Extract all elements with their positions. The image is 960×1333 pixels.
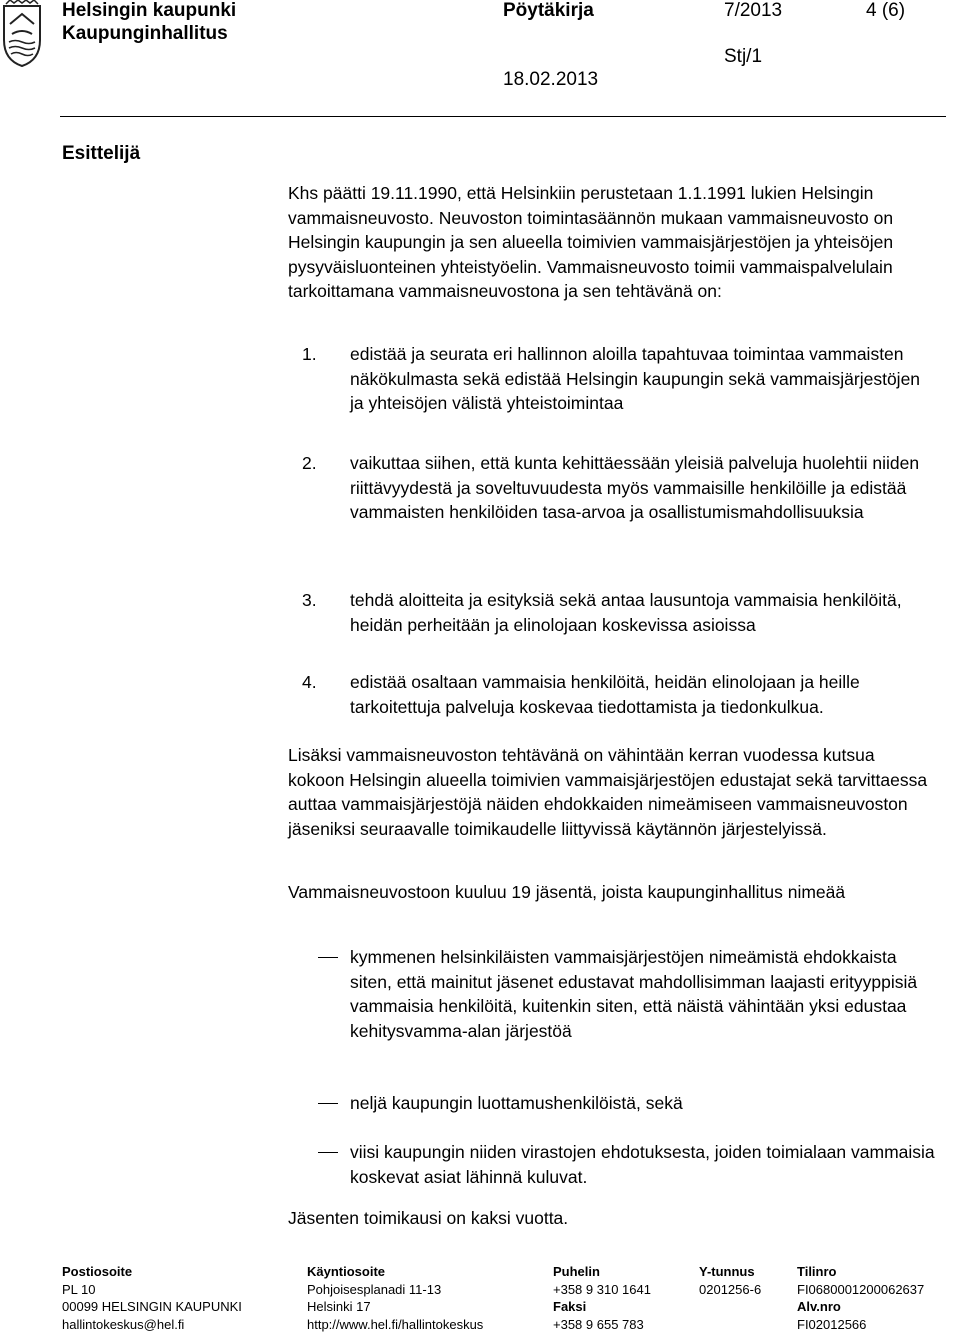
footer-ytunnus	[699, 1263, 761, 1298]
header-divider	[60, 116, 946, 117]
intro-paragraph: Khs päätti 19.11.1990, että Helsinkiin perustetaan 1.1.1991 lukien Helsingin vammaisneuvosto. Neuvoston toimintasäännön mukaan vammaisneuvosto on Helsingin kaupungin ja sen alueella toimivien vammaisjärjestöjen ja yhteisöjen pysyväisluonteinen yhteistyöelin. Vammaisneuvosto toimii vammaispalvelulain tarkoittamana vammaisneuvostona ja sen tehtävänä on:	[288, 181, 928, 304]
member-text: neljä kaupungin luottamushenkilöistä, sekä	[350, 1091, 938, 1116]
document-type: Pöytäkirja	[503, 0, 594, 22]
fax-label: Faksi	[553, 1298, 651, 1316]
task-text: edistää ja seurata eri hallinnon aloilla tapahtuvaa toimintaa vammaisten näkökulmasta sekä edistää Helsingin kaupungin sekä vammaisjärjestöjen ja yhteisöjen välistä yhteistoimintaa	[350, 342, 938, 416]
section-title: Esittelijä	[62, 142, 140, 166]
dash-bullet	[318, 1152, 338, 1153]
organization-name: Helsingin kaupunki	[62, 0, 236, 22]
member-text: kymmenen helsinkiläisten vammaisjärjestöjen nimeämistä ehdokkaista siten, että mainitut jäsenet edustavat mahdollisimman laajasti erityyppisiä vammaisia henkilöitä, kuitenkin siten, että näistä vähintään yksi edustaa kehitysvamma-alan järjestöä	[350, 945, 938, 1043]
dash-bullet	[318, 1103, 338, 1104]
members-paragraph: Vammaisneuvostoon kuuluu 19 jäsentä, joista kaupunginhallitus nimeää	[288, 880, 928, 905]
footer-visit	[307, 1263, 483, 1333]
visit-line: Pohjoisesplanadi 11-13	[307, 1281, 483, 1299]
additional-duties-paragraph: Lisäksi vammaisneuvoston tehtävänä on vähintään kerran vuodessa kutsua kokoon Helsingin alueella toimivien vammaisjärjestöjen edustajat sekä tarvittaessa auttaa vammaisjärjestöjä näiden ehdokkaiden nimeämiseen vammaisneuvoston jäseniksi seuraavalle toimikaudelle liittyvissä käytännön järjestelyissä.	[288, 743, 928, 841]
ytunnus-label: Y-tunnus	[699, 1263, 761, 1281]
footer-accounts	[797, 1263, 924, 1333]
website-link[interactable]: http://www.hel.fi/hallintokeskus	[307, 1316, 483, 1333]
task-text: vaikuttaa siihen, että kunta kehittäessään yleisiä palveluja huolehtii niiden riittävyydestä ja soveltuvuudesta myös vammaisille henkilöille ja edistää vammaisten henkilöiden tasa-arvoa ja osallistumismahdollisuuksia	[350, 451, 938, 525]
page-number: 4 (6)	[866, 0, 905, 22]
alvnro-value: FI02012566	[797, 1316, 924, 1333]
footer-phone	[553, 1263, 651, 1333]
postal-line: PL 10	[62, 1281, 242, 1299]
task-number: 4.	[302, 670, 317, 695]
phone-value: +358 9 310 1641	[553, 1281, 651, 1299]
task-number: 3.	[302, 588, 317, 613]
postal-line: 00099 HELSINGIN KAUPUNKI	[62, 1298, 242, 1316]
ytunnus-value: 0201256-6	[699, 1281, 761, 1299]
member-text: viisi kaupungin niiden virastojen ehdotuksesta, joiden toimialaan vammaisia koskevat asiat lähinnä kuluvat.	[350, 1140, 938, 1189]
term-sentence: Jäsenten toimikausi on kaksi vuotta.	[288, 1206, 928, 1231]
task-text: tehdä aloitteita ja esityksiä sekä antaa lausuntoja vammaisia henkilöitä, heidän perheitään ja elinolojaan koskevissa asioissa	[350, 588, 938, 637]
tilinro-value: FI0680001200062637	[797, 1281, 924, 1299]
fax-value: +358 9 655 783	[553, 1316, 651, 1333]
task-text: edistää osaltaan vammaisia henkilöitä, heidän elinolojaan ja heille tarkoitettuja palveluja koskevaa tiedottamista ja tiedonkulkua.	[350, 670, 938, 719]
helsinki-crest-logo	[0, 0, 44, 68]
email-link[interactable]: hallintokeskus@hel.fi	[62, 1316, 242, 1333]
task-number: 1.	[302, 342, 317, 367]
document-number: 7/2013	[724, 0, 782, 22]
body-name: Kaupunginhallitus	[62, 23, 228, 45]
reference-code: Stj/1	[724, 46, 762, 68]
postal-label: Postiosoite	[62, 1263, 242, 1281]
footer-postal	[62, 1263, 242, 1333]
alvnro-label: Alv.nro	[797, 1298, 924, 1316]
task-number: 2.	[302, 451, 317, 476]
meeting-date: 18.02.2013	[503, 69, 598, 91]
phone-label: Puhelin	[553, 1263, 651, 1281]
visit-line: Helsinki 17	[307, 1298, 483, 1316]
dash-bullet	[318, 957, 338, 958]
tilinro-label: Tilinro	[797, 1263, 924, 1281]
visit-label: Käyntiosoite	[307, 1263, 483, 1281]
